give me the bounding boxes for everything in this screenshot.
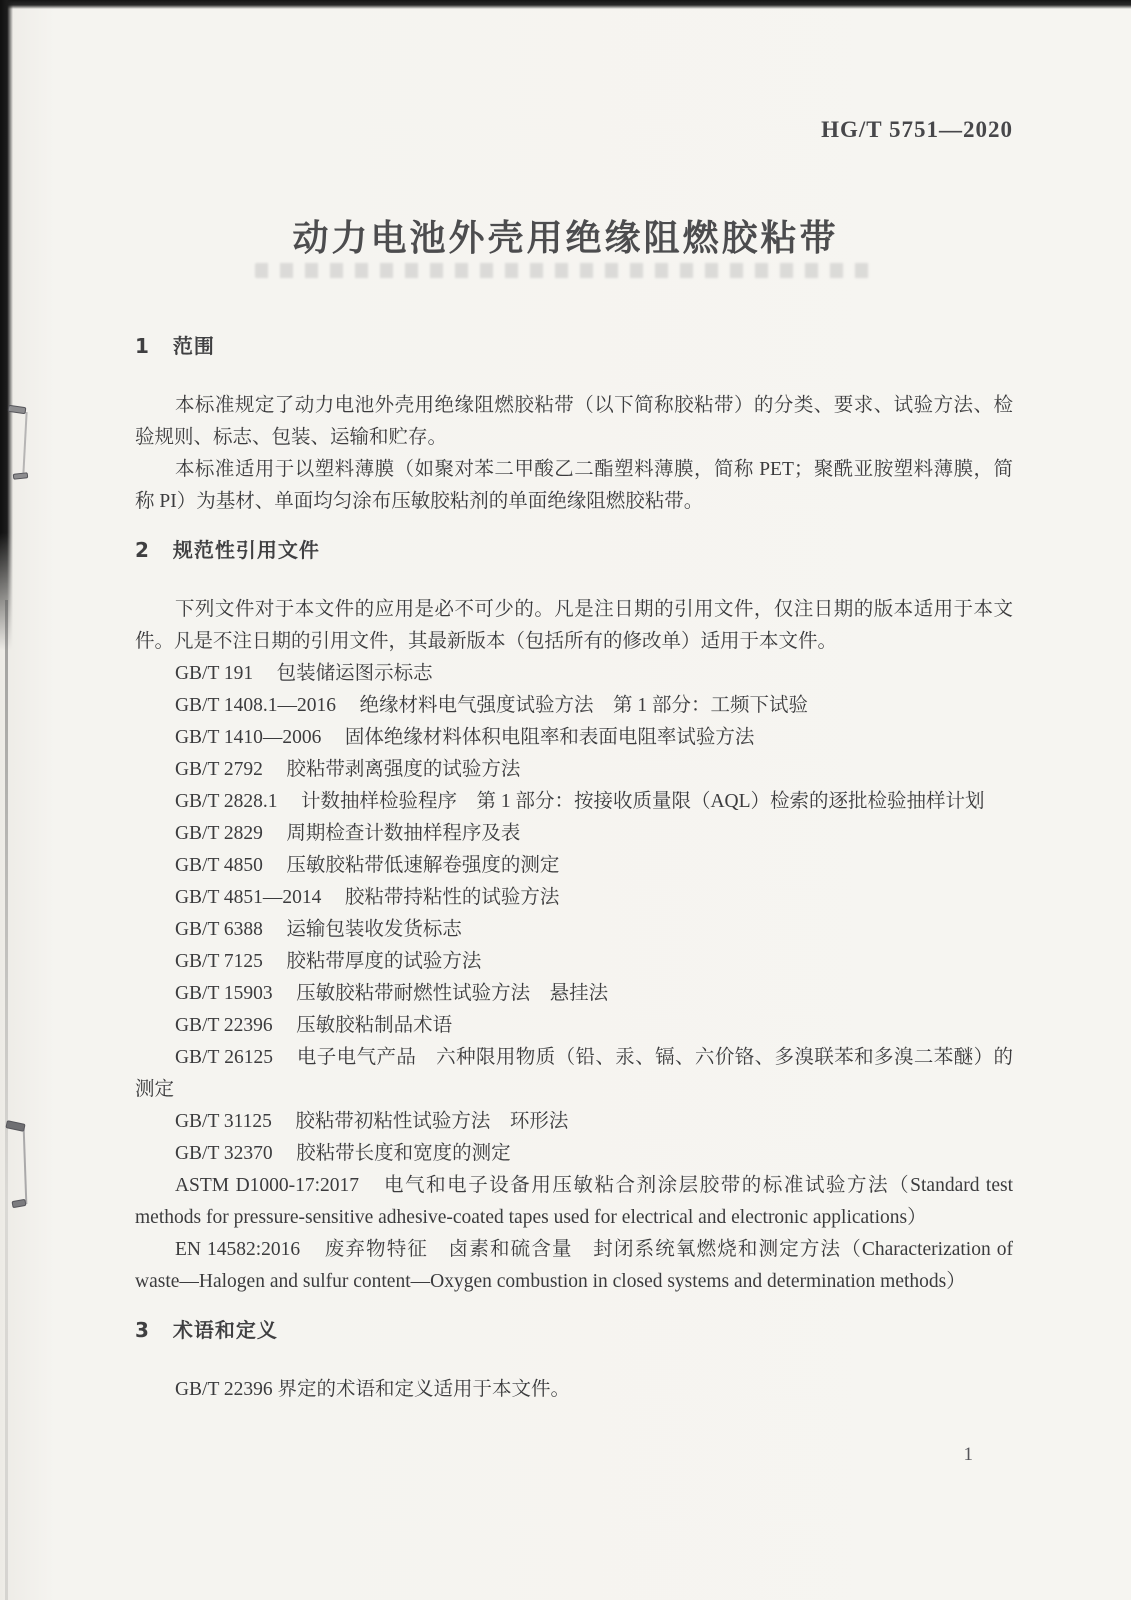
reference-code: GB/T 1408.1—2016: [174, 695, 337, 716]
document-title: 动力电池外壳用绝缘阻燃胶粘带: [292, 218, 839, 259]
reference-title: 压敏胶粘带耐燃性试验方法 悬挂法: [296, 983, 609, 1004]
reference-code: ASTM D1000-17:2017: [174, 1175, 360, 1196]
reference-item: [135, 1234, 1013, 1298]
page-number: 1: [963, 1444, 973, 1465]
reference-item: [135, 882, 1013, 914]
reference-item: [135, 978, 1013, 1010]
reference-title: 胶粘带初粘性试验方法 环形法: [295, 1111, 569, 1132]
reference-title: 运输包装收发货标志: [286, 919, 462, 940]
reference-title: 绝缘材料电气强度试验方法 第 1 部分：工频下试验: [359, 695, 808, 716]
scan-edge-left-shadow: [0, 0, 13, 650]
binding-thread-mark: [22, 412, 27, 474]
section-title: 范围: [172, 334, 215, 358]
reference-item: [135, 1010, 1013, 1042]
reference-item: [135, 754, 1013, 786]
reference-code: GB/T 6388: [174, 919, 263, 940]
paragraph: 本标准适用于以塑料薄膜（如聚对苯二甲酸乙二酯塑料薄膜，简称 PET；聚酰亚胺塑料薄膜，简称 PI）为基材、单面均匀涂布压敏胶粘剂的单面绝缘阻燃胶粘带。: [135, 459, 1013, 512]
reference-code: GB/T 191: [174, 663, 254, 684]
reference-title: 压敏胶粘制品术语: [296, 1015, 453, 1036]
reference-code: GB/T 2829: [174, 823, 263, 844]
reference-item: [135, 946, 1013, 978]
paragraph: 下列文件对于本文件的应用是必不可少的。凡是注日期的引用文件，仅注日期的版本适用于本文件。凡是不注日期的引用文件，其最新版本（包括所有的修改单）适用于本文件。: [135, 599, 1013, 652]
reference-code: GB/T 32370: [174, 1143, 273, 1164]
reference-item: [135, 786, 1013, 818]
reference-code: GB/T 26125: [174, 1047, 274, 1068]
reference-title: 胶粘带剥离强度的试验方法: [286, 759, 521, 780]
reference-item: [135, 1138, 1013, 1170]
paragraph: 本标准规定了动力电池外壳用绝缘阻燃胶粘带（以下简称胶粘带）的分类、要求、试验方法、检验规则、标志、包装、运输和贮存。: [135, 395, 1013, 448]
reference-title: 胶粘带持粘性的试验方法: [344, 887, 560, 908]
reference-item: [135, 1106, 1013, 1138]
section-title: 术语和定义: [172, 1318, 278, 1342]
bleed-through-ghost-text: [255, 263, 875, 278]
reference-code: GB/T 1410—2006: [174, 727, 322, 748]
reference-item: [135, 1042, 1013, 1106]
reference-title: 胶粘带厚度的试验方法: [286, 951, 482, 972]
reference-code: EN 14582:2016: [174, 1239, 301, 1260]
reference-title: 固体绝缘材料体积电阻率和表面电阻率试验方法: [344, 727, 755, 748]
reference-code: GB/T 2792: [174, 759, 263, 780]
reference-item: [135, 914, 1013, 946]
reference-item: [135, 850, 1013, 882]
reference-title: 电子电气产品 六种限用物质（铅、汞、镉、六价铬、多溴联苯和多溴二苯醚）的测定: [135, 1047, 1013, 1100]
section-number: 1: [135, 334, 150, 358]
binding-staple-mark: [13, 472, 29, 480]
section-heading-scope: [135, 330, 1013, 362]
section-number: 2: [135, 538, 150, 562]
reference-title: 胶粘带长度和宽度的测定: [296, 1143, 511, 1164]
standard-code: HG/T 5751—2020: [821, 117, 1013, 142]
binding-thread-mark: [23, 1128, 28, 1204]
reference-title: 周期检查计数抽样程序及表: [286, 823, 521, 844]
reference-item: [135, 658, 1013, 690]
reference-item: [135, 818, 1013, 850]
reference-title: 压敏胶粘带低速解卷强度的测定: [286, 855, 560, 876]
reference-item: [135, 1170, 1013, 1234]
reference-code: GB/T 4850: [174, 855, 263, 876]
reference-title: 包装储运图示标志: [276, 663, 433, 684]
reference-item: [135, 690, 1013, 722]
reference-code: GB/T 31125: [174, 1111, 272, 1132]
reference-title: 电气和电子设备用压敏粘合剂涂层胶带的标准试验方法（Standard test methods for pressure-sensitive adhesive-coated tapes used for electrical and electronic applications）: [135, 1175, 1013, 1228]
document-body: [135, 330, 1013, 1406]
scan-edge-left-line: [5, 600, 8, 1600]
reference-title: 计数抽样检验程序 第 1 部分：按接收质量限（AQL）检索的逐批检验抽样计划: [300, 791, 985, 812]
reference-code: GB/T 4851—2014: [174, 887, 322, 908]
section-heading-terms-definitions: [135, 1314, 1013, 1346]
reference-code: GB/T 22396: [174, 1015, 273, 1036]
scan-edge-top-shadow: [0, 0, 1131, 9]
reference-code: GB/T 2828.1: [174, 791, 278, 812]
section-number: 3: [135, 1318, 150, 1342]
section-heading-normative-references: [135, 534, 1013, 566]
paragraph: GB/T 22396 界定的术语和定义适用于本文件。: [174, 1379, 571, 1400]
reference-item: [135, 722, 1013, 754]
reference-title: 废弃物特征 卤素和硫含量 封闭系统氧燃烧和测定方法（Characterization of waste—Halogen and sulfur content—Oxygen combustion in closed systems and determination methods）: [135, 1239, 1013, 1292]
reference-code: GB/T 15903: [174, 983, 273, 1004]
section-title: 规范性引用文件: [172, 538, 320, 562]
reference-code: GB/T 7125: [174, 951, 263, 972]
